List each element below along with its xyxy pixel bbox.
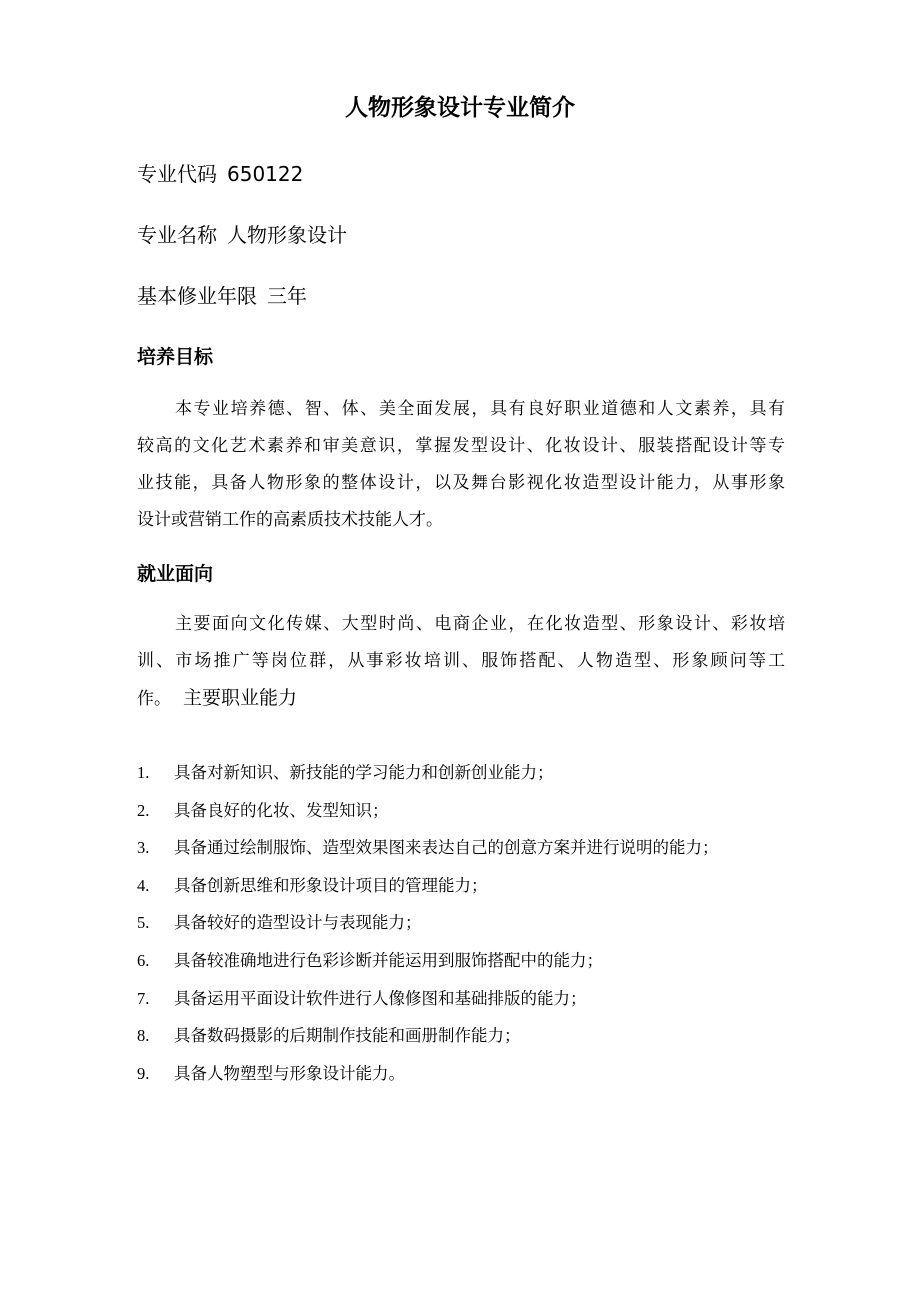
training-goal-paragraph [137,391,785,539]
list-item-number: 4. [137,875,150,895]
list-item [137,795,817,833]
paragraph-line: 训、市场推广等岗位群，从事彩妆培训、服饰搭配、人物造型、形象顾问等工 [137,651,785,671]
study-years-value: 三年 [267,284,307,308]
list-item-number: 8. [137,1026,150,1046]
list-item-number: 2. [137,800,150,820]
major-code-value: 650122 [227,162,304,186]
major-name-label: 专业名称 [137,223,217,247]
abilities-list [137,757,817,1095]
list-item-text: 具备数码摄影的后期制作技能和画册制作能力； [174,1026,521,1046]
list-item-text: 具备运用平面设计软件进行人像修图和基础排版的能力； [174,988,587,1008]
paragraph-line: 作。 [137,689,171,709]
study-years-label: 基本修业年限 [137,284,257,308]
paragraph-line: 较高的文化艺术素养和审美意识，掌握发型设计、化妆设计、服装搭配设计等专 [137,436,785,456]
paragraph-line: 业技能，具备人物形象的整体设计，以及舞台影视化妆造型设计能力，从事形象 [137,473,785,493]
list-item-text: 具备创新思维和形象设计项目的管理能力； [174,875,488,895]
major-name-field [137,220,347,250]
list-item [137,1058,817,1096]
paragraph-line: 设计或营销工作的高素质技术技能人才。 [137,510,443,530]
list-item [137,945,817,983]
list-item [137,870,817,908]
paragraph-line: 主要面向文化传媒、大型时尚、电商企业，在化妆造型、形象设计、彩妆培 [175,614,785,634]
major-code-label: 专业代码 [137,162,217,186]
employment-heading: 就业面向 [137,563,214,585]
list-item-number: 1. [137,763,150,782]
list-item-text: 具备通过绘制服饰、造型效果图来表达自己的创意方案并进行说明的能力； [174,838,719,858]
list-item-text: 具备对新知识、新技能的学习能力和创新创业能力； [174,763,554,782]
list-item-text: 具备较准确地进行色彩诊断并能运用到服饰搭配中的能力； [174,950,603,970]
list-item [137,757,817,795]
list-item-number: 6. [137,950,150,970]
study-years-field [137,281,307,311]
training-goal-heading: 培养目标 [137,346,214,368]
paragraph-line: 本专业培养德、智、体、美全面发展，具有良好职业道德和人文素养，具有 [175,399,785,419]
list-item-number: 7. [137,988,150,1008]
employment-paragraph [137,606,785,718]
major-name-value: 人物形象设计 [227,223,347,247]
list-item-text: 具备人物塑型与形象设计能力。 [174,1063,405,1083]
list-item [137,1020,817,1058]
page-title: 人物形象设计专业简介 [345,95,575,121]
abilities-heading: 主要职业能力 [183,687,298,709]
list-item [137,907,817,945]
paragraph-line-with-heading [137,680,785,718]
list-item [137,983,817,1021]
list-item-text: 具备良好的化妆、发型知识； [174,800,389,820]
list-item [137,832,817,870]
list-item-text: 具备较好的造型设计与表现能力； [174,913,422,933]
list-item-number: 9. [137,1063,150,1083]
list-item-number: 3. [137,838,150,858]
major-code-field [137,159,303,189]
list-item-number: 5. [137,913,150,933]
